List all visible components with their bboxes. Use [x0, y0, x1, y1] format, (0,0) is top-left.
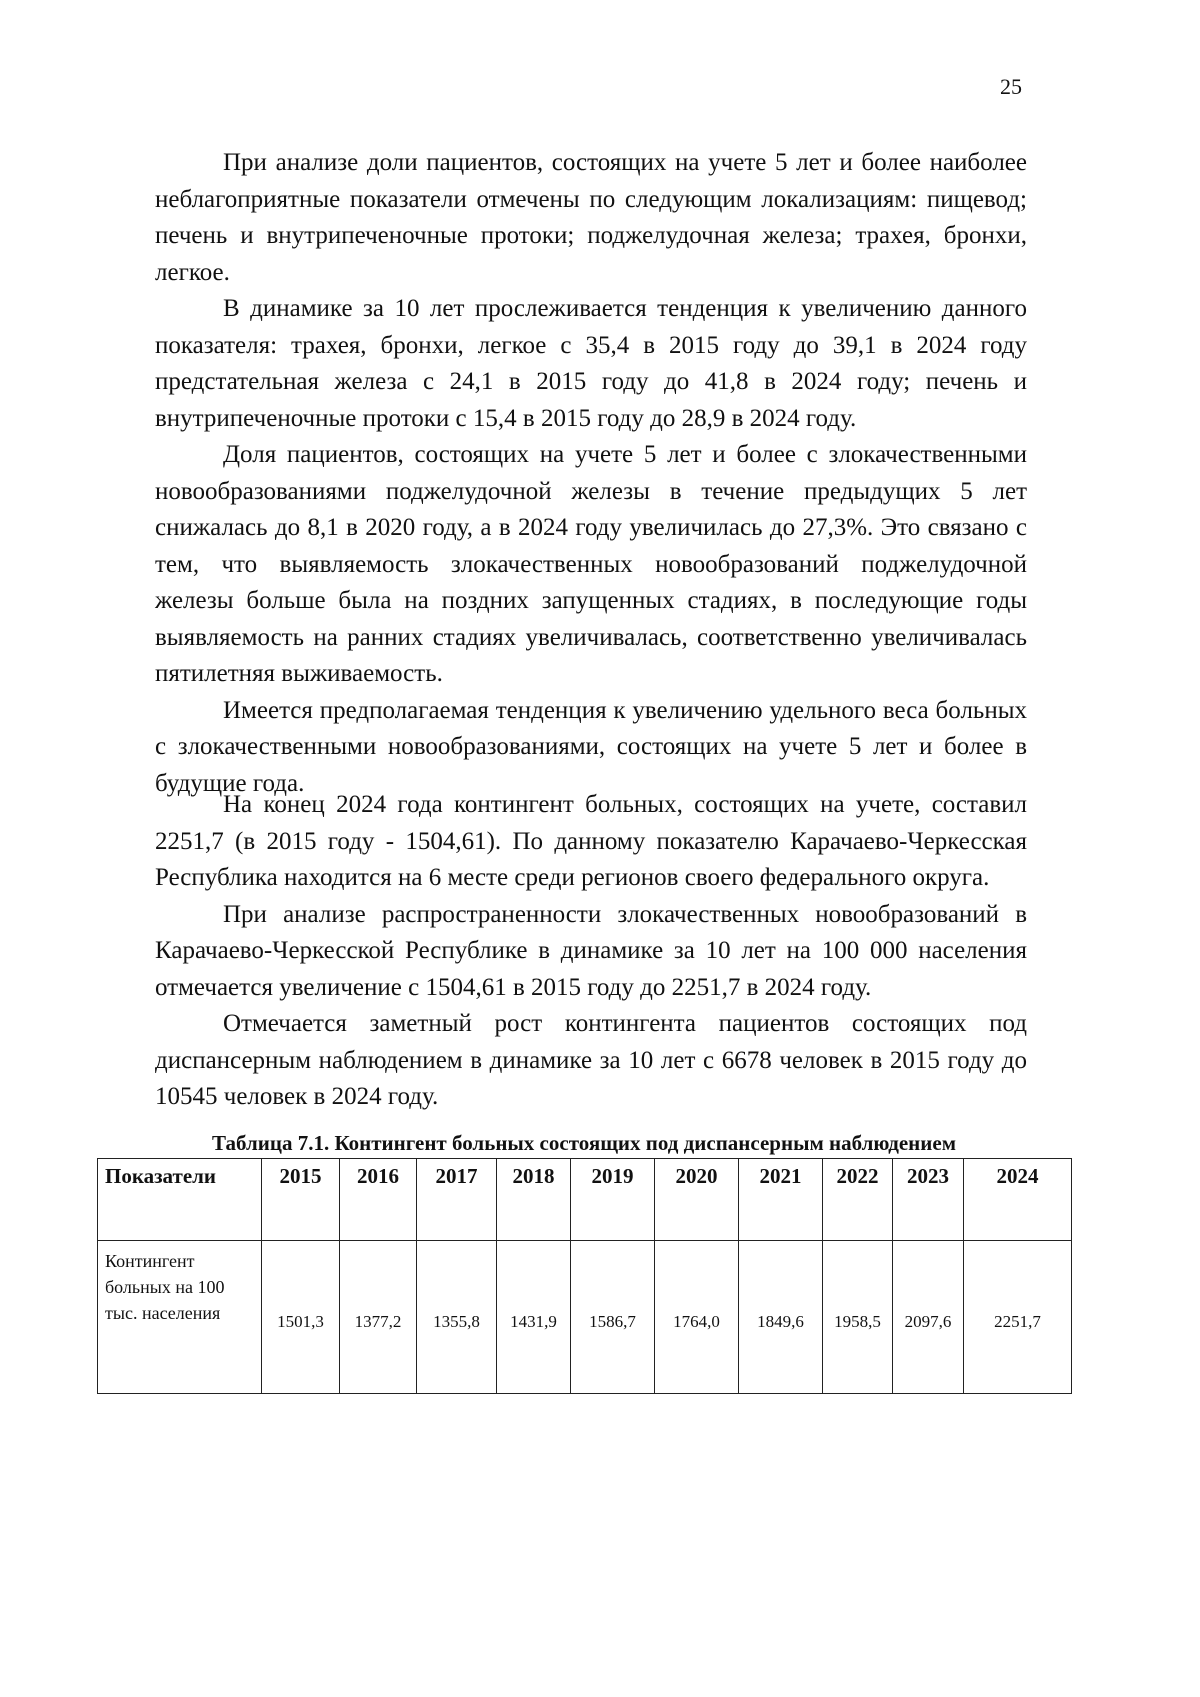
- table-cell: 1958,5: [823, 1241, 893, 1394]
- table-row: [98, 1241, 1072, 1394]
- paragraph: Доля пациентов, состоящих на учете 5 лет и более с злокачественными новообразованиями поджелудочной железы в течение предыдущих 5 лет снижалась до 8,1 в 2020 году, а в 2024 году увеличилась до 27,3%. Это связано с тем, что выявляемость злокачественных новообразований поджелудочной железы больше была на поздних запущенных стадиях, в последующие годы выявляемость на ранних стадиях увеличивалась, соответственно увеличивалась пятилетняя выживаемость.: [155, 441, 1027, 687]
- table-cell: 2251,7: [964, 1241, 1072, 1394]
- table-header-year: 2023: [893, 1159, 964, 1241]
- paragraph: Имеется предполагаемая тенденция к увеличению удельного веса больных с злокачественными новообразованиями, состоящих на учете 5 лет и более в будущие года.: [155, 696, 1027, 797]
- table-cell: 2097,6: [893, 1241, 964, 1394]
- data-table: [97, 1158, 1072, 1394]
- table-header-year: 2015: [262, 1159, 340, 1241]
- table-cell: 1586,7: [571, 1241, 655, 1394]
- table-caption: Таблица 7.1. Контингент больных состоящих под диспансерным наблюдением: [212, 1131, 956, 1155]
- paragraph: При анализе доли пациентов, состоящих на учете 5 лет и более наиболее неблагоприятные показатели отмечены по следующим локализациям: пищевод; печень и внутрипеченочные протоки; поджелудочная железа; трахея, бронхи, легкое.: [155, 149, 1027, 286]
- table-header-year: 2019: [571, 1159, 655, 1241]
- table-cell: 1355,8: [417, 1241, 497, 1394]
- table-header-year: 2020: [655, 1159, 739, 1241]
- paragraph: На конец 2024 года контингент больных, состоящих на учете, составил 2251,7 (в 2015 году - 1504,61). По данному показателю Карачаево-Черкесская Республика находится на 6 месте среди регионов своего федерального округа.: [155, 791, 1027, 891]
- table-cell: 1377,2: [340, 1241, 417, 1394]
- table-header-row: [98, 1159, 1072, 1241]
- table-cell: 1431,9: [497, 1241, 571, 1394]
- table-cell: 1501,3: [262, 1241, 340, 1394]
- table-row-label: Контингент больных на 100 тыс. населения: [98, 1241, 262, 1394]
- table-header-indicator: Показатели: [98, 1159, 262, 1241]
- table-header-year: 2017: [417, 1159, 497, 1241]
- table-cell: 1849,6: [739, 1241, 823, 1394]
- table-header-year: 2021: [739, 1159, 823, 1241]
- table-cell: 1764,0: [655, 1241, 739, 1394]
- paragraph: В динамике за 10 лет прослеживается тенденция к увеличению данного показателя: трахея, бронхи, легкое с 35,4 в 2015 году до 39,1 в 2024 году предстательная железа с 24,1 в 2015 году до 41,8 в 2024 году; печень и внутрипеченочные протоки с 15,4 в 2015 году до 28,9 в 2024 году.: [155, 295, 1027, 432]
- table-header-year: 2018: [497, 1159, 571, 1241]
- paragraph: Отмечается заметный рост контингента пациентов состоящих под диспансерным наблюдением в динамике за 10 лет с 6678 человек в 2015 году до 10545 человек в 2024 году.: [155, 1010, 1027, 1110]
- body-text-section-1: [155, 145, 1027, 802]
- table-header-year: 2016: [340, 1159, 417, 1241]
- body-text-section-2: [155, 787, 1027, 1116]
- table-header-year: 2022: [823, 1159, 893, 1241]
- paragraph: При анализе распространенности злокачественных новообразований в Карачаево-Черкесской Республике в динамике за 10 лет на 100 000 населения отмечается увеличение с 1504,61 в 2015 году до 2251,7 в 2024 году.: [155, 900, 1027, 1001]
- page-number: 25: [1000, 74, 1022, 99]
- table-header-year: 2024: [964, 1159, 1072, 1241]
